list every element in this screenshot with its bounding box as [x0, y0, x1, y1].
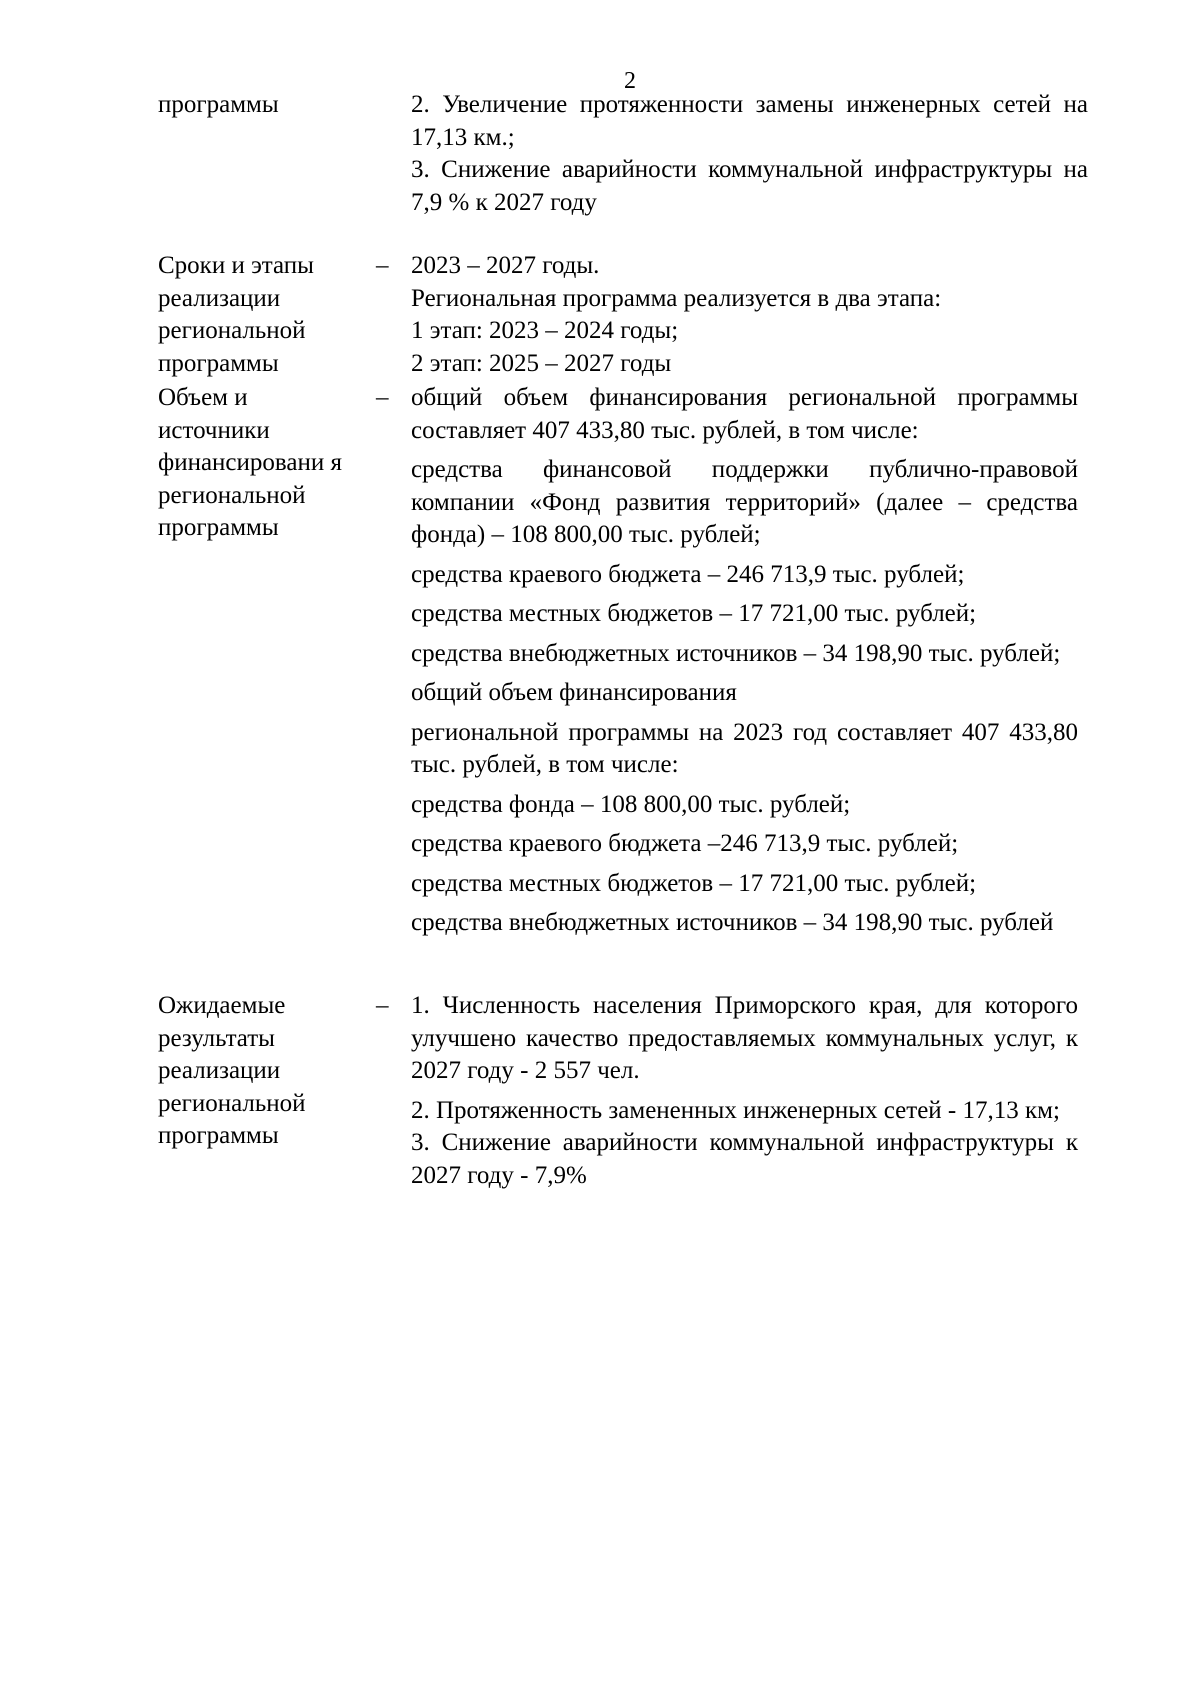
paragraph: 2 этап: 2025 – 2027 годы — [411, 349, 672, 377]
paragraph: средства фонда – 108 800,00 тыс. рублей; — [411, 790, 851, 818]
dash-separator: – — [376, 384, 389, 411]
paragraph: Региональная программа реализуется в два этапа: — [411, 284, 942, 312]
section-content — [411, 89, 1088, 226]
paragraph: 1. Численность населения Приморского края, для которого улучшено качество предоставляемых коммунальных услуг, к 2027 году - 2 557 чел. — [411, 992, 1078, 1084]
paragraph: 2. Увеличение протяженности замены инженерных сетей на 17,13 км.; — [411, 91, 1088, 151]
paragraph: средства финансовой поддержки публично-правовой компании «Фонд развития территорий» (далее – средства фонда) – 108 800,00 тыс. рублей; — [411, 456, 1078, 548]
paragraph: 3. Снижение аварийности коммунальной инфраструктуры на 7,9 % к 2027 году — [411, 156, 1088, 216]
paragraph: средства краевого бюджета – 246 713,9 тыс. рублей; — [411, 560, 965, 588]
paragraph: общий объем финансирования региональной программы составляет 407 433,80 тыс. рублей, в том числе: — [411, 384, 1078, 444]
section-content — [411, 990, 1078, 1199]
section-label: Объем и источники финансировани я региональной программы — [158, 384, 342, 541]
paragraph: 2. Протяженность замененных инженерных сетей - 17,13 км; — [411, 1096, 1060, 1124]
paragraph: 2023 – 2027 годы. — [411, 252, 600, 279]
paragraph: средства внебюджетных источников – 34 198,90 тыс. рублей; — [411, 639, 1061, 667]
section-label: Ожидаемые результаты реализации региональной программы — [158, 992, 306, 1149]
paragraph: средства краевого бюджета –246 713,9 тыс. рублей; — [411, 830, 959, 857]
page-number: 2 — [624, 68, 636, 94]
paragraph: 1 этап: 2023 – 2024 годы; — [411, 317, 679, 344]
section-content — [411, 250, 1078, 380]
section-label: программы — [158, 91, 279, 118]
dash-separator: – — [376, 992, 389, 1019]
section-label: Сроки и этапы реализации региональной программы — [158, 252, 314, 377]
paragraph: средства внебюджетных источников – 34 198,90 тыс. рублей — [411, 909, 1054, 936]
paragraph: средства местных бюджетов – 17 721,00 тыс. рублей; — [411, 869, 977, 897]
paragraph: 3. Снижение аварийности коммунальной инфраструктуры к 2027 году - 7,9% — [411, 1129, 1078, 1189]
section-content — [411, 382, 1078, 947]
paragraph: региональной программы на 2023 год составляет 407 433,80 тыс. рублей, в том числе: — [411, 718, 1078, 778]
paragraph: общий объем финансирования — [411, 679, 737, 706]
dash-separator: – — [376, 252, 389, 279]
paragraph: средства местных бюджетов – 17 721,00 тыс. рублей; — [411, 600, 977, 627]
